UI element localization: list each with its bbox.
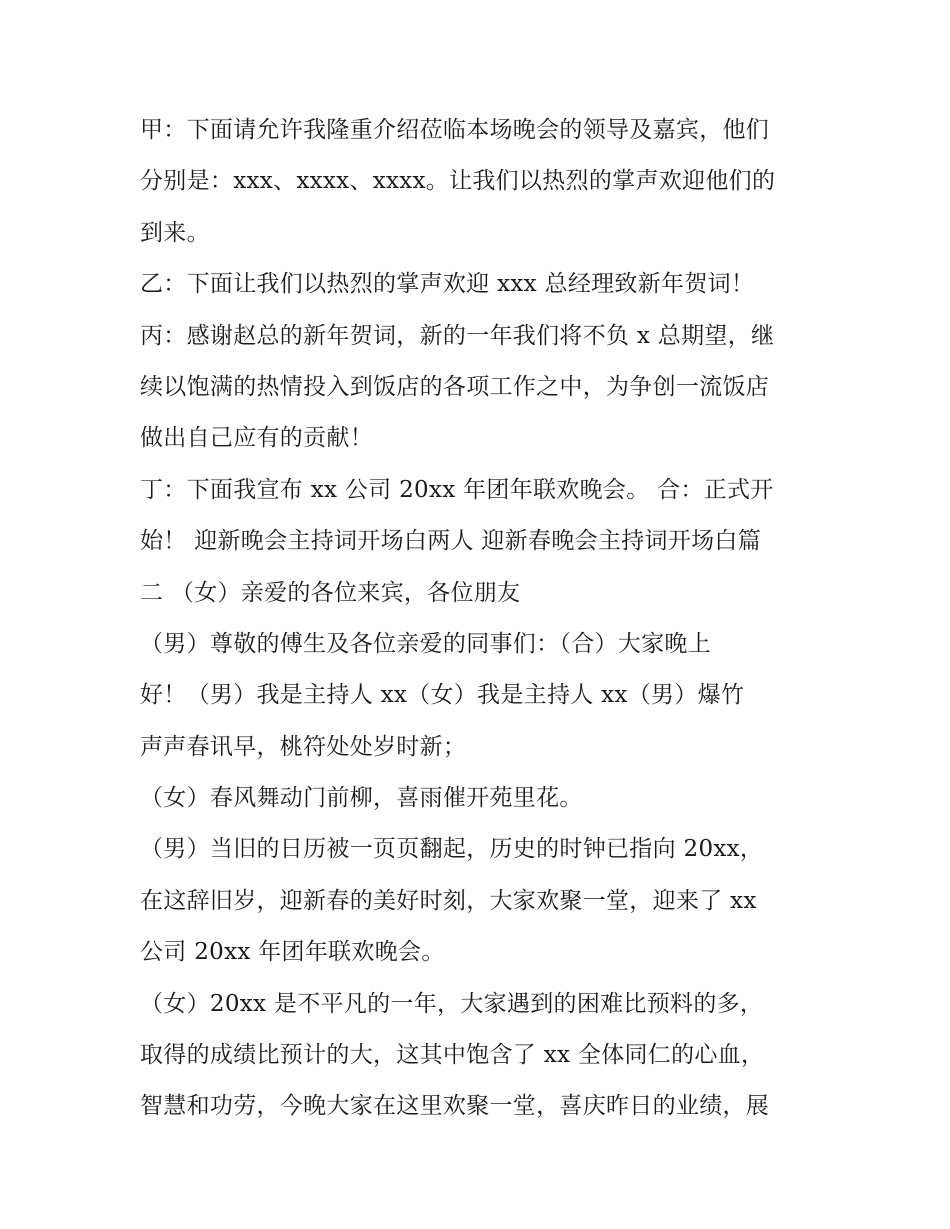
text-line: 乙：下面让我们以热烈的掌声欢迎 xxx 总经理致新年贺词！ <box>140 271 755 298</box>
text-line: （女）春风舞动门前柳，喜雨催开苑里花。 <box>140 785 583 812</box>
text-line: （男）当旧的日历被一页页翻起，历史的时钟已指向 20xx， <box>140 836 764 863</box>
text-line: 二 （女）亲爱的各位来宾，各位朋友 <box>140 579 521 606</box>
text-line: 取得的成绩比预计的大，这其中饱含了 xx 全体同仁的心血， <box>140 1042 765 1069</box>
text-line: 好！（男）我是主持人 xx（女）我是主持人 xx（男）爆竹 <box>140 682 745 709</box>
text-line: 声声春讯早，桃符处处岁时新； <box>140 733 467 760</box>
text-line: 公司 20xx 年团年联欢晚会。 <box>140 939 445 966</box>
text-line: 智慧和功劳，今晚大家在这里欢聚一堂，喜庆昨日的业绩，展 <box>140 1093 770 1120</box>
text-line: （男）尊敬的傅生及各位亲爱的同事们：（合）大家晚上 <box>140 630 711 657</box>
document-body <box>140 108 820 1136</box>
text-line: 续以饱满的热情投入到饭店的各项工作之中，为争创一流饭店 <box>140 373 770 400</box>
text-line: 丙：感谢赵总的新年贺词，新的一年我们将不负 x 总期望，继 <box>140 322 775 349</box>
text-line: 甲：下面请允许我隆重介绍莅临本场晚会的领导及嘉宾，他们 <box>140 117 770 143</box>
text-line: （女）20xx 是不平凡的一年，大家遇到的困难比预料的多， <box>140 990 764 1017</box>
text-line: 到来。 <box>140 219 210 246</box>
text-line: 分别是：xxx、xxxx、xxxx。让我们以热烈的掌声欢迎他们的 <box>140 168 776 195</box>
text-line: 在这辞旧岁，迎新春的美好时刻，大家欢聚一堂，迎来了 xx <box>140 887 757 914</box>
text-line: 始！ 迎新晚会主持词开场白两人 迎新春晚会主持词开场白篇 <box>140 528 762 555</box>
text-line: 丁：下面我宣布 xx 公司 20xx 年团年联欢晚会。 合：正式开 <box>140 476 774 503</box>
text-line: 做出自己应有的贡献！ <box>140 425 373 452</box>
